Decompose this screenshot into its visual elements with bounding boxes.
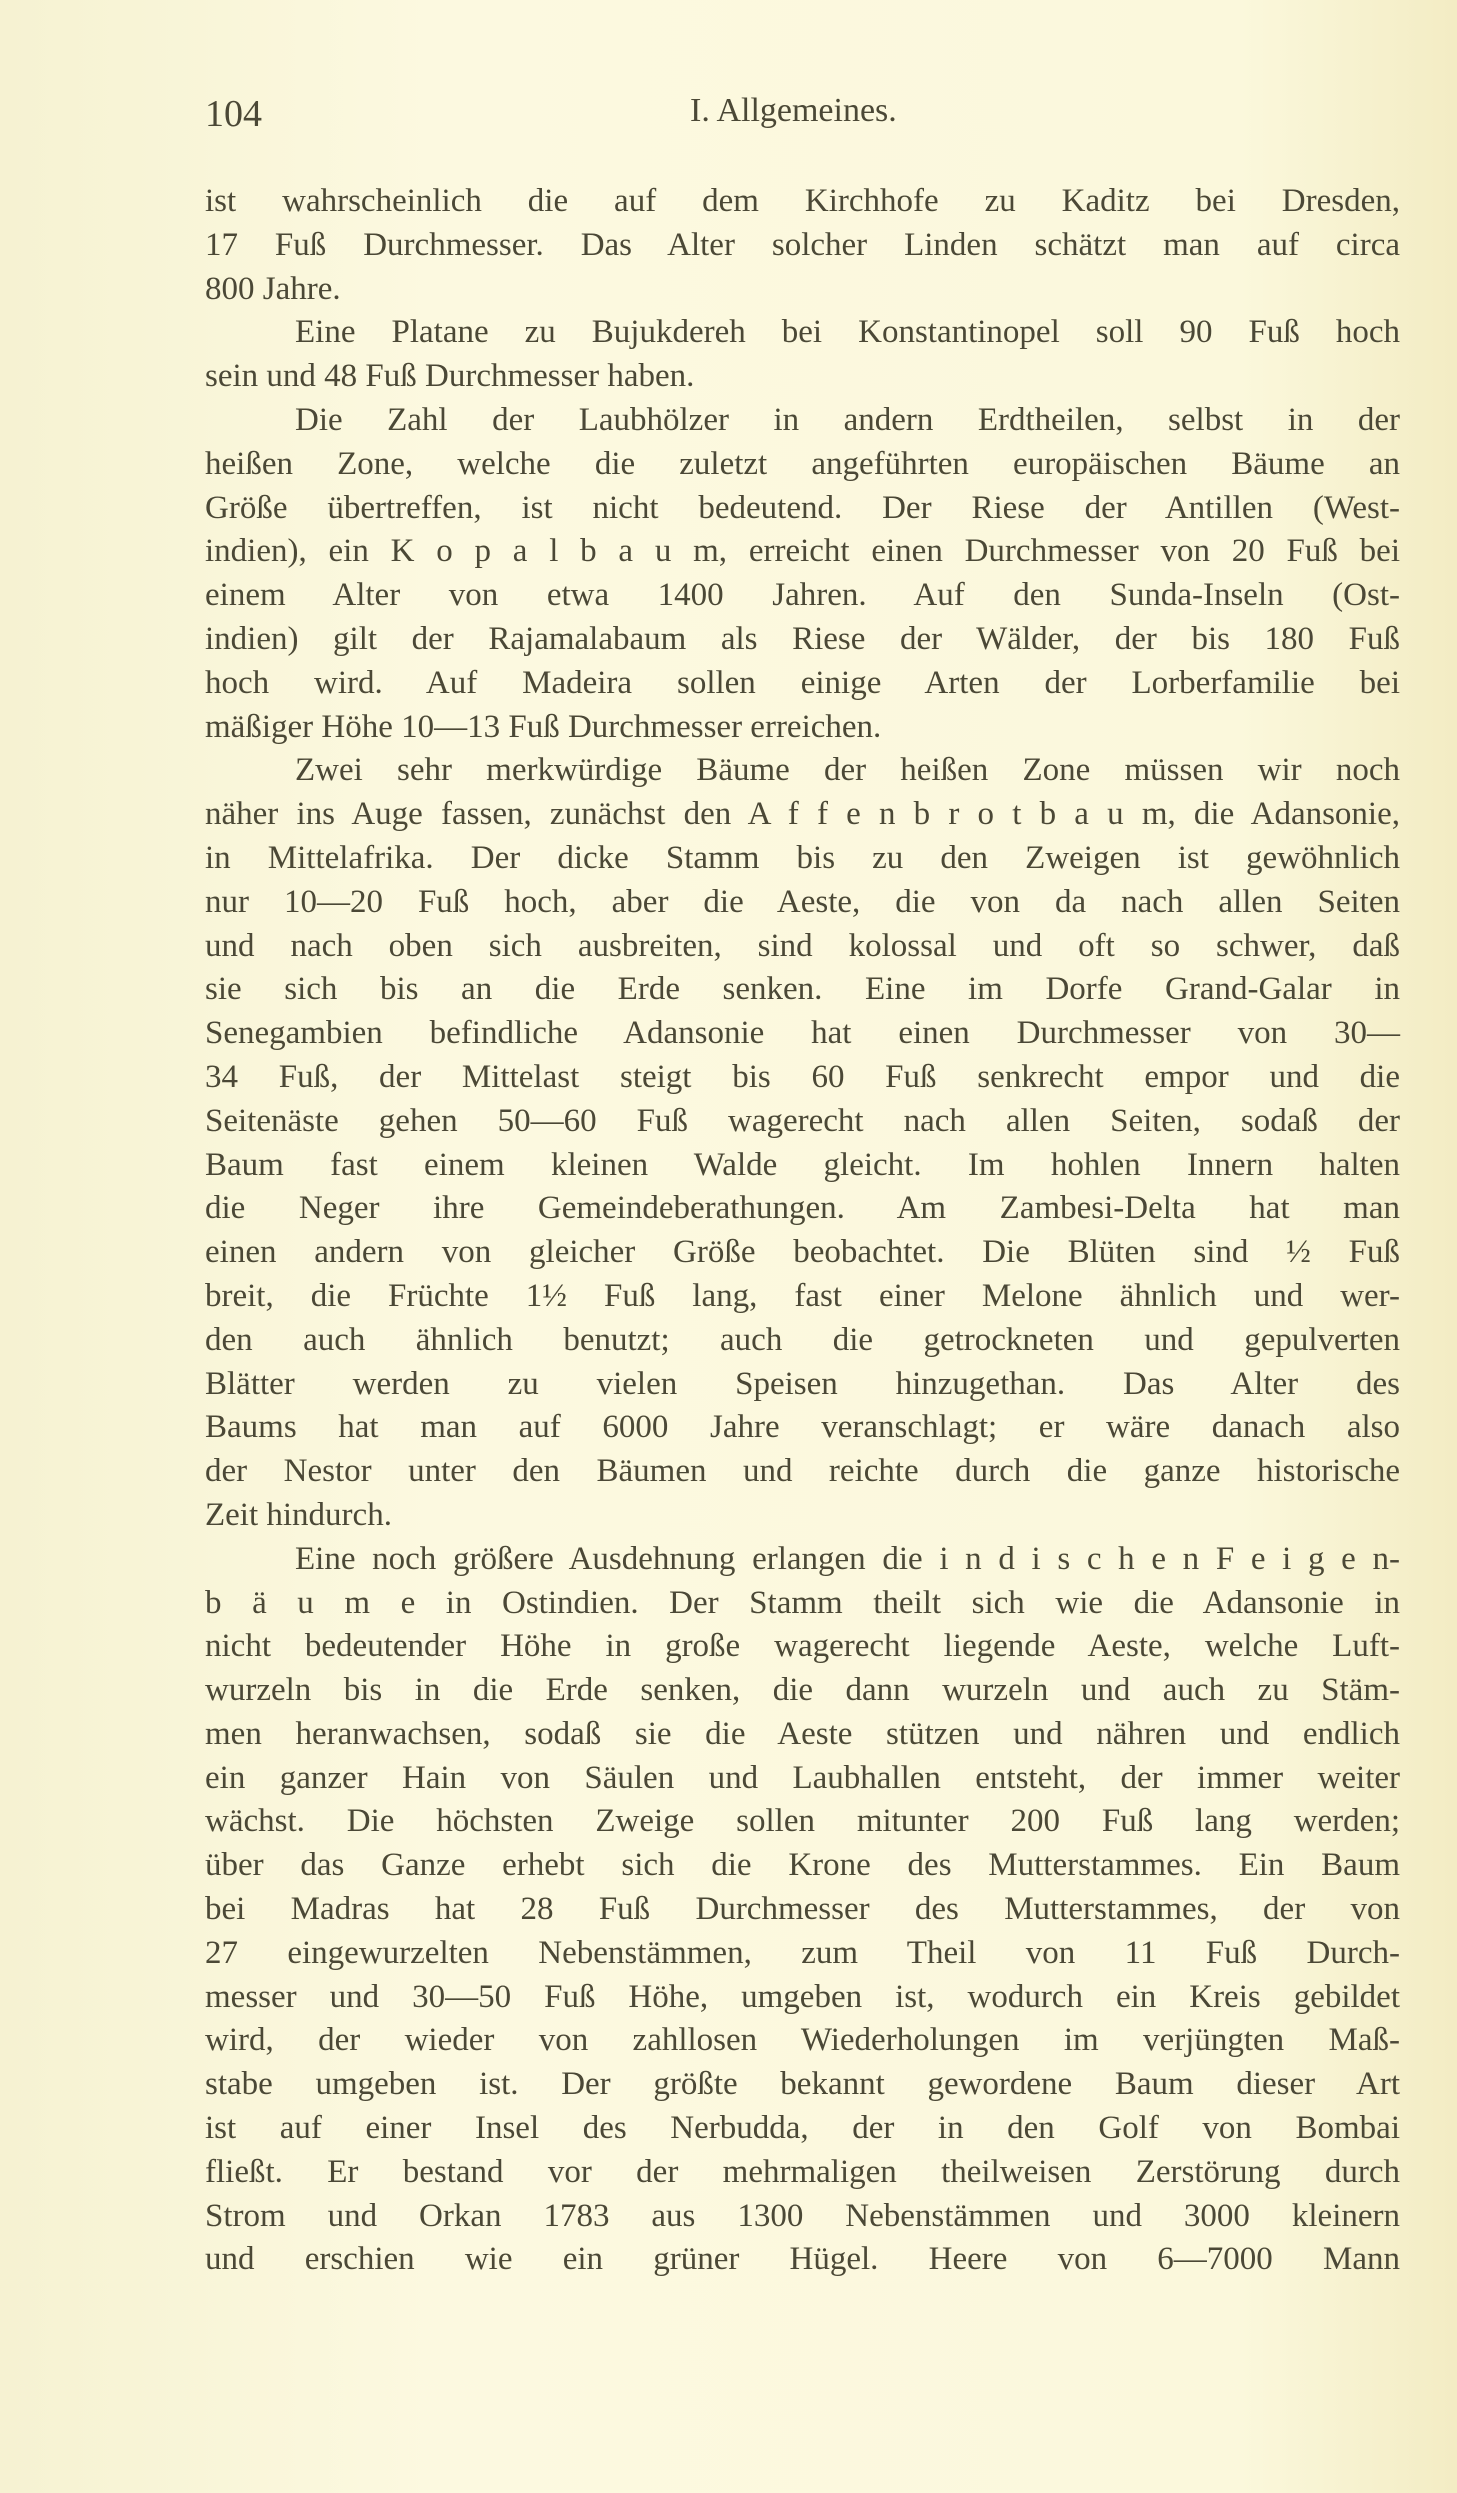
page-number: 104 [205,93,262,135]
text-line: und erschien wie ein grüner Hügel. Heere von 6—7000 Mann [205,2241,1400,2278]
text-line: Zwei sehr merkwürdige Bäume der heißen Zone müssen wir noch [295,752,1400,789]
text-line: bei Madras hat 28 Fuß Durchmesser des Mutterstammes, der von [205,1891,1400,1928]
text-line: 34 Fuß, der Mittelast steigt bis 60 Fuß senkrecht empor und die [205,1058,1400,1095]
text-line: der Nestor unter den Bäumen und reichte durch die ganze historische [205,1453,1400,1490]
text-line: sie sich bis an die Erde senken. Eine im Dorfe Grand-Galar in [205,971,1400,1008]
text-line: Blätter werden zu vielen Speisen hinzugethan. Das Alter des [205,1365,1400,1402]
text-line: in Mittelafrika. Der dicke Stamm bis zu den Zweigen ist gewöhnlich [205,839,1400,876]
text-line: die Neger ihre Gemeindeberathungen. Am Zambesi-Delta hat man [205,1190,1400,1227]
text-line: b ä u m e in Ostindien. Der Stamm theilt sich wie die Adansonie in [205,1584,1400,1621]
text-line: Seitenäste gehen 50—60 Fuß wagerecht nach allen Seiten, sodaß der [205,1102,1400,1139]
text-line: und nach oben sich ausbreiten, sind kolossal und oft so schwer, daß [205,927,1400,964]
text-line: über das Ganze erhebt sich die Krone des Mutterstammes. Ein Baum [205,1847,1400,1884]
text-line: näher ins Auge fassen, zunächst den A f f e n b r o t b a u m, die Adansonie, [205,796,1400,833]
text-line: ist wahrscheinlich die auf dem Kirchhofe zu Kaditz bei Dresden, [205,183,1400,219]
text-line: Die Zahl der Laubhölzer in andern Erdtheilen, selbst in der [295,401,1400,438]
text-line: einen andern von gleicher Größe beobachtet. Die Blüten sind ½ Fuß [205,1234,1400,1271]
text-line: Größe übertreffen, ist nicht bedeutend. Der Riese der Antillen (West- [205,489,1400,526]
text-line: nur 10—20 Fuß hoch, aber die Aeste, die von da nach allen Seiten [205,883,1400,920]
text-line: Strom und Orkan 1783 aus 1300 Nebenstämmen und 3000 kleinern [205,2197,1400,2234]
text-line: 27 eingewurzelten Nebenstämmen, zum Theil von 11 Fuß Durch- [205,1934,1400,1971]
text-line: indien) gilt der Rajamalabaum als Riese der Wälder, der bis 180 Fuß [205,620,1400,657]
text-line: indien), ein K o p a l b a u m, erreicht einen Durchmesser von 20 Fuß bei [205,533,1400,570]
text-line: Senegambien befindliche Adansonie hat einen Durchmesser von 30— [205,1015,1400,1052]
text-line: sein und 48 Fuß Durchmesser haben. [205,358,695,395]
text-line: messer und 30—50 Fuß Höhe, umgeben ist, wodurch ein Kreis gebildet [205,1978,1400,2015]
text-line: wird, der wieder von zahllosen Wiederholungen im verjüngten Maß- [205,2022,1400,2059]
text-line: einem Alter von etwa 1400 Jahren. Auf den Sunda-Inseln (Ost- [205,577,1400,614]
text-line: Zeit hindurch. [205,1496,392,1533]
text-line: mäßiger Höhe 10—13 Fuß Durchmesser erreichen. [205,708,882,745]
text-line: fließt. Er bestand vor der mehrmaligen theilweisen Zerstörung durch [205,2153,1400,2190]
text-line: Baum fast einem kleinen Walde gleicht. Im hohlen Innern halten [205,1146,1400,1183]
text-line: den auch ähnlich benutzt; auch die getrockneten und gepulverten [205,1321,1400,1358]
text-line: ein ganzer Hain von Säulen und Laubhallen entsteht, der immer weiter [205,1759,1400,1796]
text-line: 800 Jahre. [205,270,341,307]
text-line: ist auf einer Insel des Nerbudda, der in den Golf von Bombai [205,2110,1400,2147]
text-line: heißen Zone, welche die zuletzt angeführten europäischen Bäume an [205,445,1400,482]
text-line: breit, die Früchte 1½ Fuß lang, fast einer Melone ähnlich und wer- [205,1277,1400,1314]
text-line: wurzeln bis in die Erde senken, die dann wurzeln und auch zu Stäm- [205,1672,1400,1709]
text-line: hoch wird. Auf Madeira sollen einige Arten der Lorberfamilie bei [205,664,1400,701]
text-line: wächst. Die höchsten Zweige sollen mitunter 200 Fuß lang werden; [205,1803,1400,1840]
text-line: 17 Fuß Durchmesser. Das Alter solcher Linden schätzt man auf circa [205,226,1400,263]
running-head: I. Allgemeines. [690,92,897,129]
text-line: Eine Platane zu Bujukdereh bei Konstantinopel soll 90 Fuß hoch [295,314,1400,351]
text-line: men heranwachsen, sodaß sie die Aeste stützen und nähren und endlich [205,1715,1400,1752]
text-line: Baums hat man auf 6000 Jahre veranschlagt; er wäre danach also [205,1409,1400,1446]
body-text [205,180,1400,2282]
text-line: nicht bedeutender Höhe in große wagerecht liegende Aeste, welche Luft- [205,1628,1400,1665]
text-line: Eine noch größere Ausdehnung erlangen die i n d i s c h e n F e i g e n- [295,1540,1400,1577]
text-line: stabe umgeben ist. Der größte bekannt gewordene Baum dieser Art [205,2066,1400,2103]
